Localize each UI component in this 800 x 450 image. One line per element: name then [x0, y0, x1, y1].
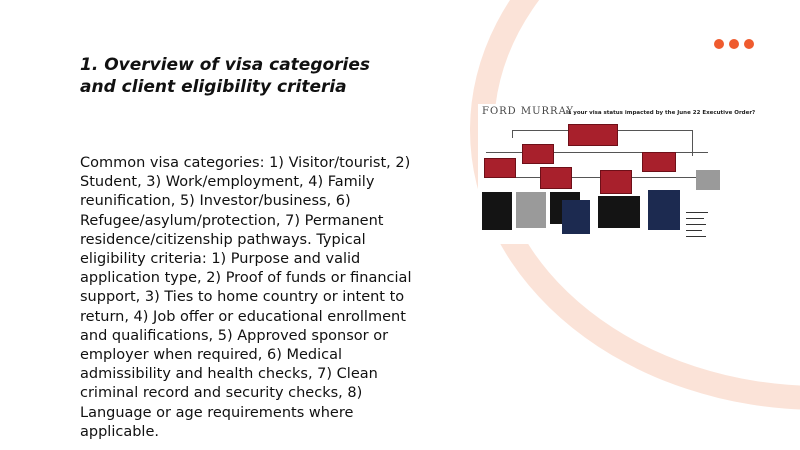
visa-flowchart-image: [478, 104, 756, 244]
legend-line: [686, 230, 702, 231]
flow-result-node: [598, 196, 640, 228]
flow-node: [484, 158, 516, 178]
flow-node: [642, 152, 676, 172]
flowchart-question: Is your visa status impacted by the June 22 Executive Order?: [566, 110, 756, 116]
slide-body: Common visa categories: 1) Visitor/tourist, 2) Student, 3) Work/employment, 4) Family reunification, 5) Investor/business, 6) Refugee/asylum/protection, 7) Permanent residence/citizenship pathways. Typical eligibility criteria: 1) Purpose and valid application type, 2) Proof of funds or financial support, 3) Ties to home country or intent to return, 4) Job offer or educational enrollment and qualifications, 5) Approved sponsor or employer when required, 6) Medical admissibility and health checks, 7) Clean criminal record and security checks, 8) Language or age requirements where applicable.: [80, 155, 412, 440]
flow-result-node: [562, 200, 590, 234]
flow-node: [600, 170, 632, 194]
accent-dot: [714, 39, 724, 49]
flow-node: [522, 144, 554, 164]
legend-line: [686, 236, 706, 237]
flow-node: [568, 124, 618, 146]
flow-node: [696, 170, 720, 190]
accent-dots: [714, 39, 754, 49]
flowchart-logo: FORD MURRAY: [482, 106, 575, 117]
accent-dot: [729, 39, 739, 49]
flow-connector: [512, 130, 513, 138]
slide-title: 1. Overview of visa categories and client eligibility criteria: [80, 55, 371, 97]
legend-line: [686, 224, 706, 225]
accent-dot: [744, 39, 754, 49]
legend-line: [686, 212, 708, 213]
flow-result-node: [482, 192, 512, 230]
flow-result-node: [648, 190, 680, 230]
legend-line: [686, 218, 704, 219]
flow-node: [540, 167, 572, 189]
flow-result-node: [516, 192, 546, 228]
